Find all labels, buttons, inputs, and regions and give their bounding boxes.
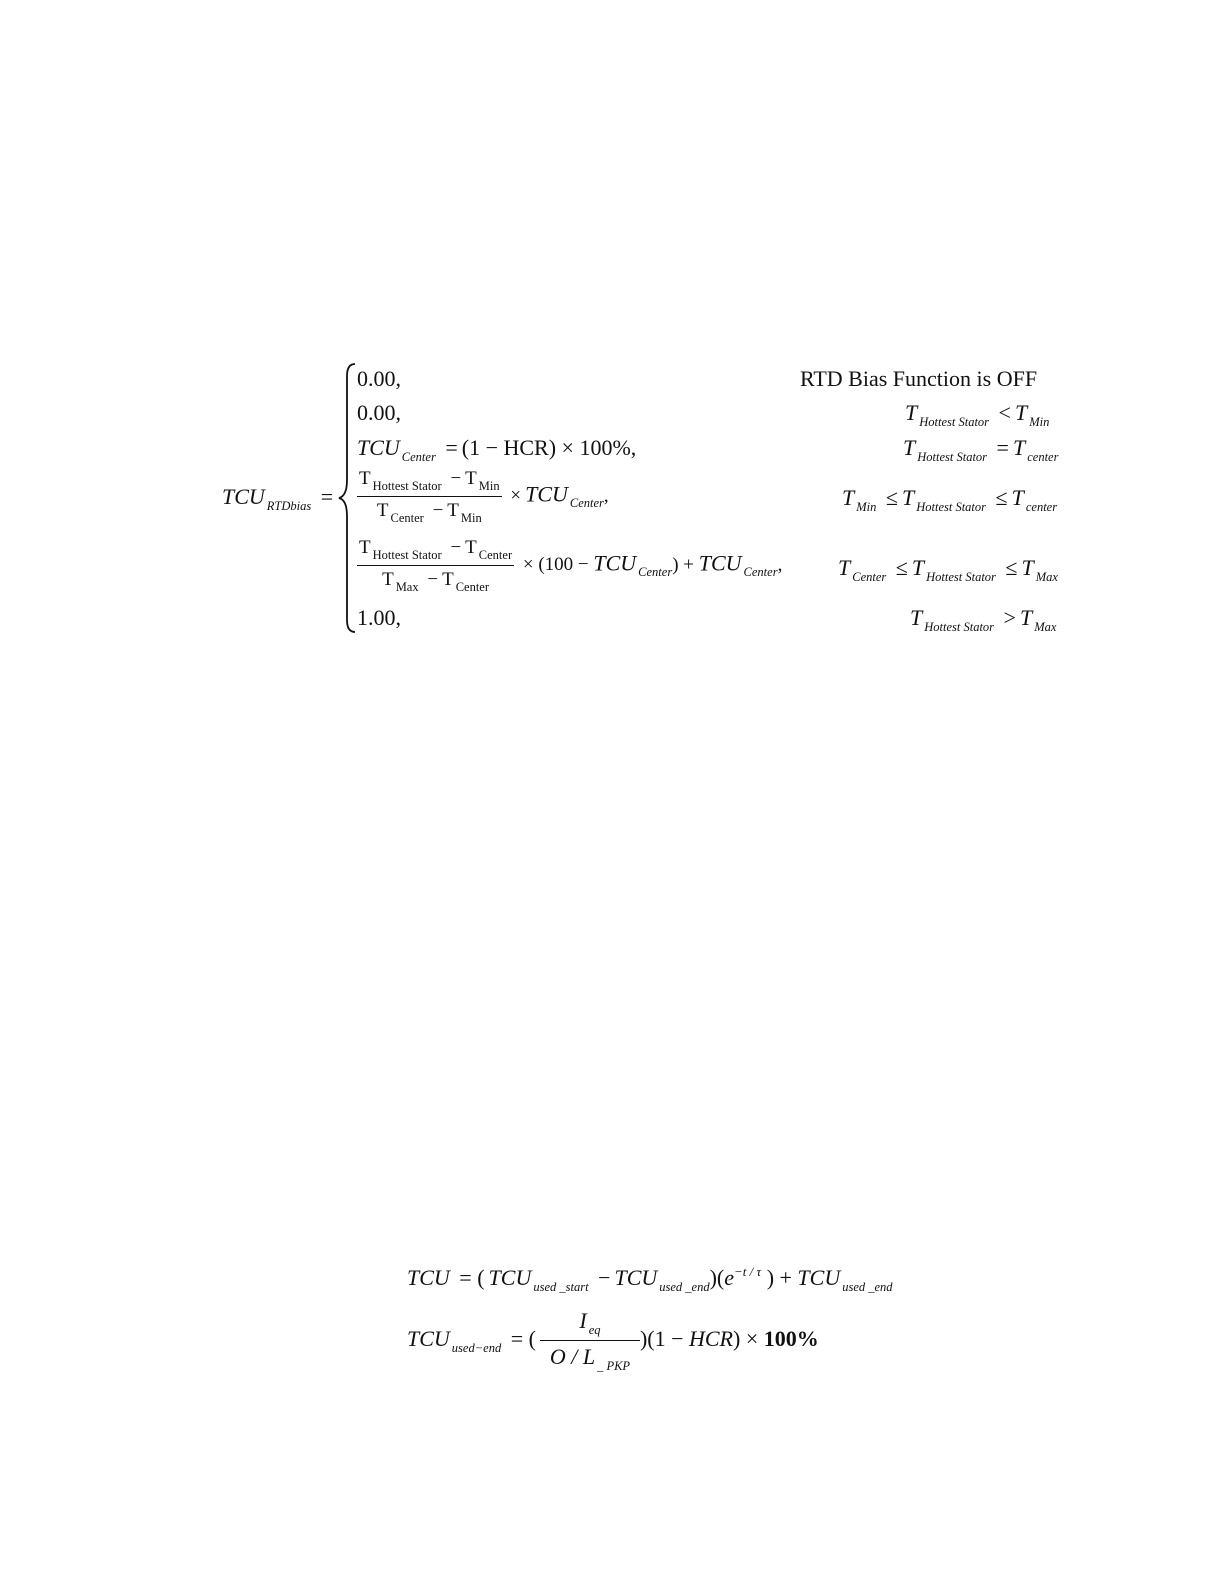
eq2-t3-sub: used _end bbox=[842, 1280, 893, 1294]
eq1-row5-cond-op1: ≤ bbox=[895, 555, 908, 580]
eq1-row5-cond-a-sub: Center bbox=[852, 570, 887, 584]
eq2-t2: TCU bbox=[614, 1265, 658, 1290]
eq1-row3-cond-op: = bbox=[996, 435, 1009, 460]
eq1-row4-cond-b: T bbox=[901, 485, 915, 510]
eq1-row5-num-b: T bbox=[465, 537, 477, 558]
eq1-row5-expr bbox=[357, 537, 782, 595]
eq1-row6-cond-a-sub: Hottest Stator bbox=[924, 620, 995, 634]
equation-tcu-decay bbox=[407, 1264, 893, 1295]
eq1-row3-equals: = bbox=[445, 435, 458, 460]
eq1-row1-expr: 0.00, bbox=[357, 366, 401, 391]
eq1-lhs-equals: = bbox=[320, 484, 334, 509]
eq1-row5-den-a: T bbox=[382, 569, 394, 590]
eq1-row6-expr: 1.00, bbox=[357, 605, 401, 630]
eq1-row5-tail-2: TCU bbox=[593, 550, 637, 576]
eq1-row5-num-a: T bbox=[359, 537, 371, 558]
eq1-row4-fraction bbox=[357, 468, 502, 526]
eq1-row5-num-op: − bbox=[450, 537, 462, 558]
eq1-row3-cond-a-sub: Hottest Stator bbox=[917, 450, 988, 464]
eq1-row4-num-a-sub: Hottest Stator bbox=[372, 479, 442, 493]
eq3-denominator bbox=[540, 1341, 640, 1374]
eq1-row3-rhs: (1 − HCR) × 100%, bbox=[461, 435, 637, 460]
eq1-row5-num-a-sub: Hottest Stator bbox=[372, 548, 442, 562]
eq1-row2-expr: 0.00, bbox=[357, 400, 401, 425]
eq1-row3-tcu-sub: Center bbox=[401, 450, 436, 464]
eq1-lhs-main: TCU bbox=[222, 484, 265, 509]
eq2-exp-base: e bbox=[724, 1265, 735, 1290]
eq1-row4-cond bbox=[842, 485, 1057, 515]
eq1-row2-cond-a-sub: Hottest Stator bbox=[919, 415, 990, 429]
eq1-row5-numerator bbox=[357, 537, 514, 566]
eq2-close: ) + bbox=[766, 1265, 792, 1290]
eq1-row6-cond bbox=[910, 605, 1056, 635]
eq3-lhs-sub: used−end bbox=[451, 1341, 502, 1356]
eq2-equals: = ( bbox=[459, 1265, 485, 1290]
eq3-lhs: TCU bbox=[407, 1326, 450, 1352]
eq2-t3: TCU bbox=[797, 1265, 841, 1290]
eq1-row4-tcu: TCU bbox=[525, 481, 568, 507]
eq3-den-sub: _ PKP bbox=[597, 1359, 631, 1373]
eq1-row4-numerator bbox=[357, 468, 502, 497]
eq1-row5-denominator bbox=[357, 566, 514, 595]
eq1-row4-cond-a-sub: Min bbox=[856, 500, 877, 514]
eq3-den: O / L bbox=[549, 1344, 596, 1369]
eq1-row5-num-b-sub: Center bbox=[478, 548, 513, 562]
eq1-row4-num-a: T bbox=[359, 468, 371, 489]
eq1-row6-cond-b: T bbox=[1019, 605, 1033, 630]
eq1-row3-expr bbox=[357, 435, 636, 465]
eq3-tail-3: ) × bbox=[733, 1326, 759, 1352]
eq1-row4-den-op: − bbox=[432, 500, 444, 521]
eq3-num-sub: eq bbox=[588, 1323, 601, 1337]
eq1-row4-num-b-sub: Min bbox=[478, 479, 500, 493]
eq2-t2-sub: used _end bbox=[659, 1280, 710, 1294]
eq1-row5-tail-4-sub: Center bbox=[743, 565, 778, 580]
eq1-row5-cond bbox=[838, 555, 1058, 585]
eq1-row6-cond-op: > bbox=[1003, 605, 1016, 630]
eq1-row4-cond-c: T bbox=[1011, 485, 1024, 510]
eq1-row4-times: × bbox=[510, 485, 522, 507]
eq2-t1-sub: used _start bbox=[533, 1280, 589, 1294]
eq1-row4-comma: , bbox=[603, 485, 609, 507]
eq1-row6-cond-a: T bbox=[910, 605, 923, 630]
eq1-row4-cond-c-sub: center bbox=[1025, 500, 1058, 514]
eq1-row5-den-op: − bbox=[427, 569, 439, 590]
eq1-row5-fraction bbox=[357, 537, 514, 595]
eq1-row2-cond-op: < bbox=[998, 400, 1011, 425]
eq1-row5-tail-1: × (100 − bbox=[522, 554, 589, 576]
eq1-row3-cond-a: T bbox=[903, 435, 916, 460]
eq1-row5-cond-a: T bbox=[838, 555, 851, 580]
eq2-t1: TCU bbox=[488, 1265, 532, 1290]
eq1-row4-denominator bbox=[357, 497, 502, 526]
eq1-row2-cond-b-sub: Min bbox=[1029, 415, 1050, 429]
eq1-row5-den-b: T bbox=[442, 569, 454, 590]
eq2-minus: − bbox=[598, 1265, 611, 1290]
eq3-equals: = ( bbox=[510, 1326, 536, 1352]
eq1-row4-expr bbox=[357, 468, 609, 526]
eq1-row4-num-b: T bbox=[465, 468, 477, 489]
eq1-row4-den-b-sub: Min bbox=[460, 511, 482, 525]
eq1-row2-cond-a: T bbox=[905, 400, 918, 425]
eq1-row3-cond bbox=[903, 435, 1058, 465]
eq1-row5-den-b-sub: Center bbox=[455, 580, 490, 594]
eq1-row4-cond-op1: ≤ bbox=[885, 485, 898, 510]
eq1-row4-num-op: − bbox=[450, 468, 462, 489]
eq1-row5-den-a-sub: Max bbox=[395, 580, 419, 594]
eq1-row4-tcu-sub: Center bbox=[569, 496, 604, 511]
eq1-row2-cond bbox=[905, 400, 1049, 430]
eq1-row6-cond-b-sub: Max bbox=[1034, 620, 1057, 634]
eq1-row5-tail-2-sub: Center bbox=[638, 565, 673, 580]
eq2-mid: )( bbox=[709, 1265, 725, 1290]
eq1-row3-cond-b-sub: center bbox=[1027, 450, 1059, 464]
eq1-row3-cond-b: T bbox=[1012, 435, 1026, 460]
eq3-num: I bbox=[579, 1308, 587, 1333]
eq1-row1-cond: RTD Bias Function is OFF bbox=[800, 366, 1038, 391]
equation-tcu-used-end bbox=[407, 1308, 819, 1374]
eq2-lhs: TCU bbox=[407, 1265, 450, 1290]
eq1-row4-cond-op2: ≤ bbox=[995, 485, 1008, 510]
eq1-row5-cond-b: T bbox=[911, 555, 925, 580]
eq1-lhs-sub: RTDbias bbox=[266, 499, 312, 513]
eq1-row4-cond-b-sub: Hottest Stator bbox=[916, 500, 987, 514]
eq1-row5-tail-3: ) + bbox=[672, 554, 694, 576]
eq3-numerator bbox=[540, 1308, 640, 1341]
eq3-tail-1: )(1 − bbox=[639, 1326, 684, 1352]
eq2-exp-sup: −t / τ bbox=[734, 1264, 762, 1279]
eq1-row3-tcu: TCU bbox=[357, 435, 400, 460]
eq1-row5-cond-op2: ≤ bbox=[1005, 555, 1018, 580]
eq3-hcr: HCR bbox=[689, 1326, 733, 1352]
eq3-percent: 100% bbox=[763, 1326, 819, 1352]
eq1-row4-den-b: T bbox=[447, 500, 459, 521]
eq1-lhs bbox=[222, 484, 337, 514]
eq1-row5-cond-c-sub: Max bbox=[1035, 570, 1058, 584]
eq1-row5-cond-b-sub: Hottest Stator bbox=[926, 570, 996, 584]
eq1-row4-den-a-sub: Center bbox=[390, 511, 424, 525]
eq1-row2-cond-b: T bbox=[1014, 400, 1028, 425]
eq1-row5-tail-4: TCU bbox=[698, 550, 742, 576]
eq1-row5-comma: , bbox=[777, 554, 783, 576]
eq1-row4-den-a: T bbox=[376, 500, 389, 521]
eq1-row4-cond-a: T bbox=[842, 485, 855, 510]
eq3-fraction bbox=[540, 1308, 640, 1374]
eq1-row5-cond-c: T bbox=[1021, 555, 1034, 580]
